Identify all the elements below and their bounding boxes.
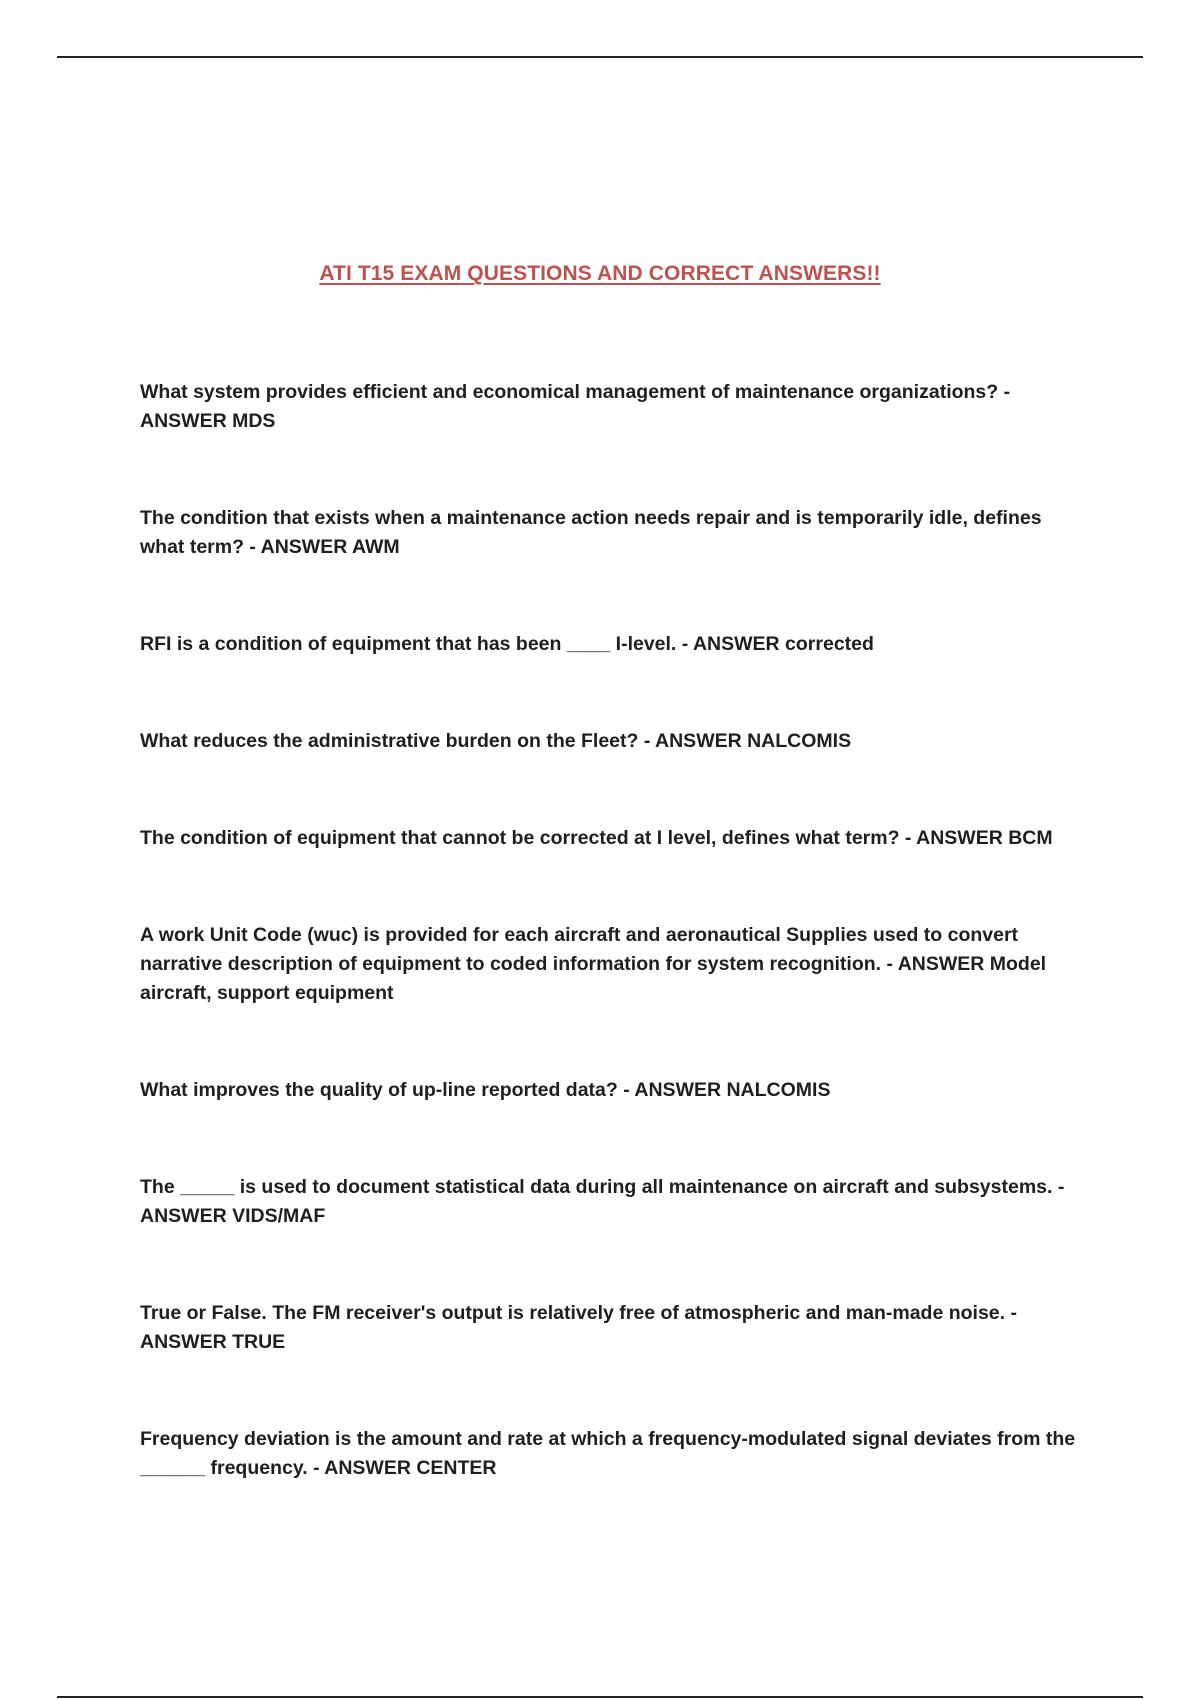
- qa-item-3: RFI is a condition of equipment that has been ____ I-level. - ANSWER corrected: [140, 632, 874, 655]
- qa-item-1: What system provides efficient and economical management of maintenance organizations? - ANSWER MDS: [140, 380, 1011, 432]
- qa-item-2: The condition that exists when a maintenance action needs repair and is temporarily idle, defines what term? - ANSWER AWM: [140, 506, 1042, 558]
- top-rule: [57, 56, 1143, 58]
- qa-item-6: A work Unit Code (wuc) is provided for each aircraft and aeronautical Supplies used to convert narrative description of equipment to coded information for system recognition. - ANSWER Model aircraft, support equipment: [140, 923, 1047, 1004]
- qa-list: [140, 358, 1080, 1502]
- bottom-rule: [57, 1696, 1143, 1698]
- document-title: ATI T15 EXAM QUESTIONS AND CORRECT ANSWERS!!: [319, 262, 881, 285]
- qa-item-4: What reduces the administrative burden on the Fleet? - ANSWER NALCOMIS: [140, 729, 852, 752]
- qa-item-10: Frequency deviation is the amount and rate at which a frequency-modulated signal deviates from the ______ frequency. - ANSWER CENTER: [140, 1427, 1076, 1479]
- qa-item-5: The condition of equipment that cannot be corrected at I level, defines what term? - ANSWER BCM: [140, 826, 1053, 849]
- qa-item-7: What improves the quality of up-line reported data? - ANSWER NALCOMIS: [140, 1078, 831, 1101]
- qa-item-9: True or False. The FM receiver's output is relatively free of atmospheric and man-made noise. - ANSWER TRUE: [140, 1301, 1017, 1353]
- qa-item-8: The _____ is used to document statistical data during all maintenance on aircraft and subsystems. - ANSWER VIDS/MAF: [140, 1175, 1065, 1227]
